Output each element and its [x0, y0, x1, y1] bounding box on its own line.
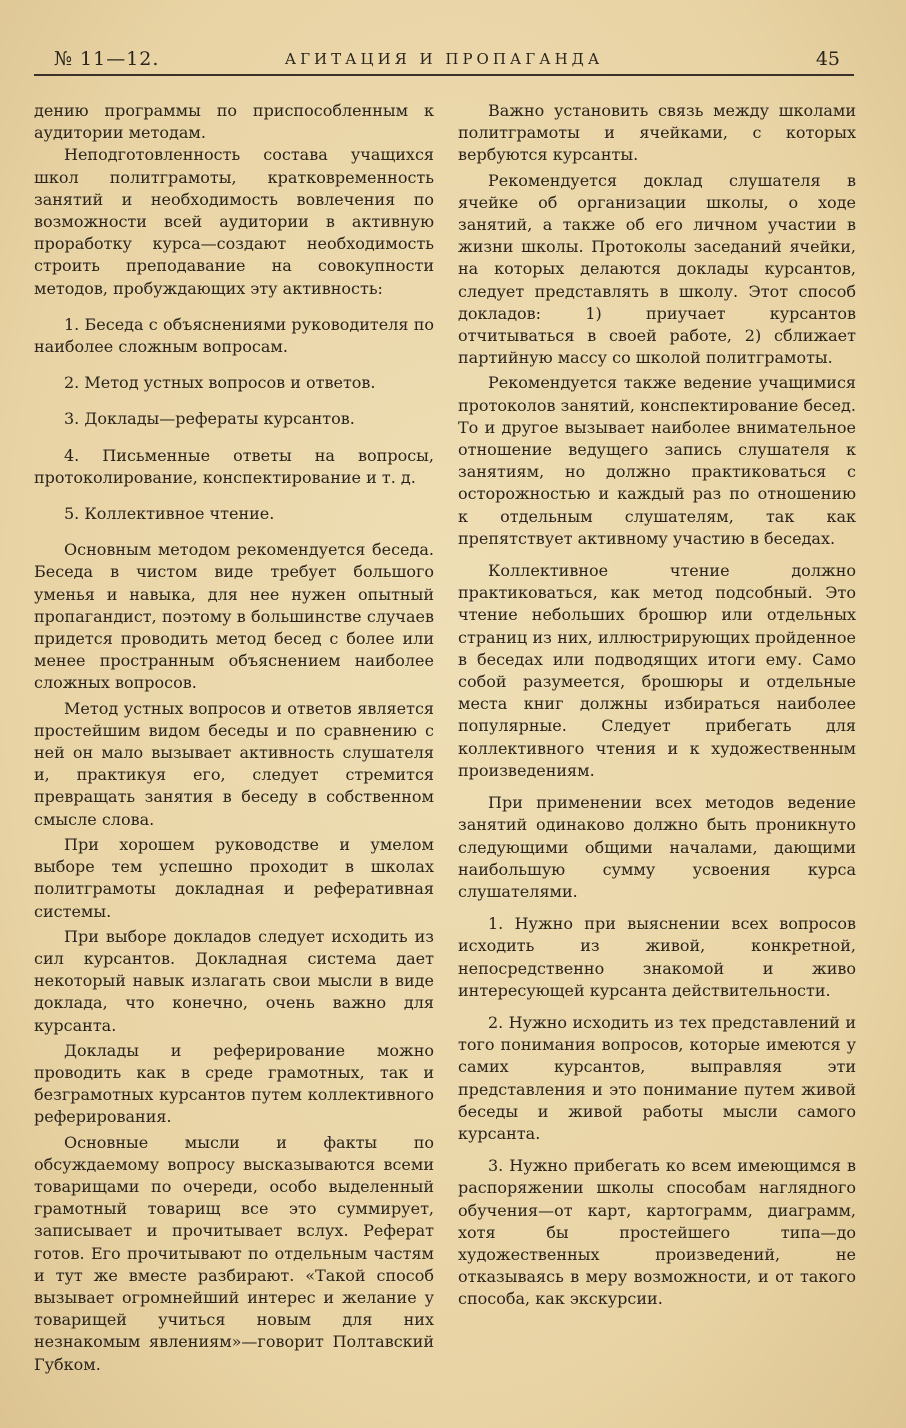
paragraph: Основные мысли и факты по обсуждаемому вопросу высказываются всеми товарищами по очереди, особо выделенный грамотный товарищ все это суммирует, записывает и прочитывает вслух. Реферат готов. Его прочитывают по отдельным частям и тут же вместе разбирают. «Такой способ вызывает огромнейший интерес и желание у товарищей учиться новым для них незнакомым явлениям»—говорит Полтавский Губком.	[34, 1132, 434, 1374]
paragraph: При применении всех методов ведение занятий одинаково должно быть проникнуто следующими общими началами, дающими наибольшую сумму усвоения курса слушателями.	[458, 793, 856, 901]
page-number: 45	[815, 48, 840, 70]
paragraph: При хорошем руководстве и умелом выборе тем успешно проходит в школах политграмоты докладная и реферативная системы.	[34, 834, 434, 921]
journal-title: АГИТАЦИЯ И ПРОПАГАНДА	[284, 50, 604, 68]
paragraph: дению программы по приспособленным к аудитории методам.	[34, 101, 434, 143]
list-item: 3. Доклады—рефераты курсантов.	[64, 409, 355, 429]
paragraph: Неподготовленность состава учащихся школ политграмоты, кратковременность занятий и необходимость вовлечения по возможности всей аудитории в активную проработку курса—создают необходимость строить преподавание на совокупности методов, пробуждающих эту активность:	[34, 145, 434, 298]
paragraph: Основным методом рекомендуется беседа. Беседа в чистом виде требует большого уменья и навыка, для нее нужен опытный пропагандист, поэтому в большинстве случаев придется проводить метод бесед с более или менее пространным объяснением наиболее сложных вопросов.	[34, 540, 434, 693]
paragraph: Рекомендуется доклад слушателя в ячейке об организации школы, о ходе занятий, а также об его личном участии в жизни школы. Протоколы заседаний ячейки, на которых делаются доклады курсантов, следует представлять в школу. Этот способ докладов: 1) приучает курсантов отчитываться в своей работе, 2) сближает партийную массу со школой политграмоты.	[458, 170, 856, 368]
paragraph: Доклады и реферирование можно проводить как в среде грамотных, так и безграмотных курсантов путем коллективного реферирования.	[34, 1040, 434, 1127]
paragraph: Коллективное чтение должно практиковаться, как метод подсобный. Это чтение небольших брошюр или отдельных страниц из них, иллюстрирующих пройденное в беседах или подводящих итоги ему. Само собой разумеется, брошюры и отдельные места книг должны избираться наиболее популярные. Следует прибегать для коллективного чтения и к художественным произведениям.	[458, 561, 856, 780]
list-item: 5. Коллективное чтение.	[64, 504, 275, 524]
list-item: 1. Нужно при выяснении всех вопросов исходить из живой, конкретной, непосредственно знакомой и живо интересующей курсанта действительности.	[458, 914, 856, 1000]
list-item: 1. Беседа с объяснениями руководителя по наиболее сложным вопросам.	[34, 314, 434, 357]
list-item: 2. Нужно исходить из тех представлений и того понимания вопросов, которые имеются у самих курсантов, выправляя эти представления и это понимание путем живой беседы и живой работы мысли самого курсанта.	[458, 1012, 856, 1143]
paragraph: Метод устных вопросов и ответов является простейшим видом беседы и по сравнению с ней он мало вызывает активность слушателя и, практикуя его, следует стремится превращать занятия в беседу в собственном смысле слова.	[34, 698, 434, 829]
list-item: 4. Письменные ответы на вопросы, протоколирование, конспектирование и т. д.	[34, 445, 434, 487]
list-item: 3. Нужно прибегать ко всем имеющимся в распоряжении школы способам наглядного обучения—от карт, картограмм, диаграмм, хотя бы простейшего типа—до художественных произведений, не отказываясь в меру возможности, и от такого способа, как экскурсии.	[458, 1156, 856, 1309]
left-column	[34, 100, 434, 1376]
paragraph: Важно установить связь между школами политграмоты и ячейками, с которых вербуются курсанты.	[458, 101, 856, 165]
page-header	[34, 46, 854, 76]
list-item: 2. Метод устных вопросов и ответов.	[64, 373, 376, 393]
right-column	[458, 100, 856, 1311]
paragraph: Рекомендуется также ведение учащимися протоколов занятий, конспектирование бесед. То и другое вызывает наиболее внимательное отношение ведущего запись слушателя к занятиям, но должно практиковаться с осторожностью и каждый раз по отношению к отдельным слушателям, так как препятствует активному участию в беседах.	[458, 373, 856, 548]
paragraph: При выборе докладов следует исходить из сил курсантов. Докладная система дает некоторый навык излагать свои мысли в виде доклада, что конечно, очень важно для курсанта.	[34, 926, 434, 1035]
issue-number: № 11—12.	[54, 48, 160, 70]
